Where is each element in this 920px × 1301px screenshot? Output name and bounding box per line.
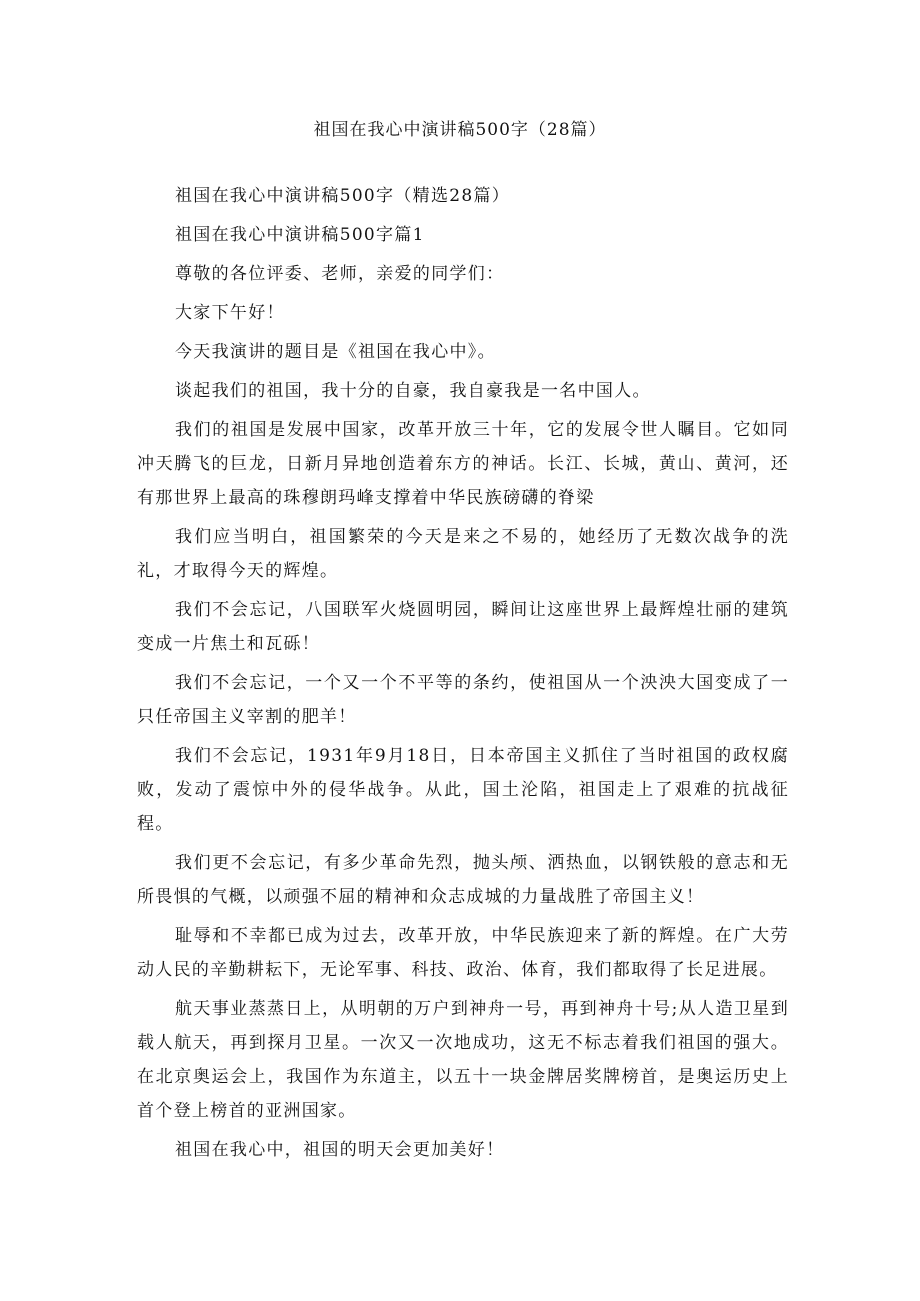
body-paragraph: 我们不会忘记，八国联军火烧圆明园，瞬间让这座世界上最辉煌壮丽的建筑变成一片焦土和瓦砾！	[137, 600, 789, 654]
document-body	[137, 179, 789, 1172]
body-paragraph: 我们的祖国是发展中国家，改革开放三十年，它的发展令世人瞩目。它如同冲天腾飞的巨龙，日新月异地创造着东方的神话。长江、长城，黄山、黄河，还有那世界上最高的珠穆朗玛峰支撑着中华民族磅礴的脊梁	[137, 420, 789, 508]
body-paragraph: 耻辱和不幸都已成为过去，改革开放，中华民族迎来了新的辉煌。在广大劳动人民的辛勤耕耘下，无论军事、科技、政治、体育，我们都取得了长足进展。	[137, 926, 789, 980]
body-paragraph: 我们应当明白，祖国繁荣的今天是来之不易的，她经历了无数次战争的洗礼，才取得今天的辉煌。	[137, 527, 789, 581]
body-paragraph: 我们更不会忘记，有多少革命先烈，抛头颅、洒热血，以钢铁般的意志和无所畏惧的气概，以顽强不屈的精神和众志成城的力量战胜了帝国主义！	[137, 853, 789, 907]
greeting-paragraph: 尊敬的各位评委、老师，亲爱的同学们：	[175, 264, 505, 284]
body-paragraph: 我们不会忘记，一个又一个不平等的条约，使祖国从一个泱泱大国变成了一只任帝国主义宰割的肥羊！	[137, 673, 789, 727]
body-paragraph: 谈起我们的祖国，我十分的自豪，我自豪我是一名中国人。	[175, 381, 651, 401]
greeting-paragraph: 大家下午好！	[175, 303, 285, 323]
subtitle-paragraph: 祖国在我心中演讲稿500字（精选28篇）	[175, 186, 511, 206]
body-paragraph: 我们不会忘记，1931年9月18日，日本帝国主义抓住了当时祖国的政权腐败，发动了震惊中外的侵华战争。从此，国土沦陷，祖国走上了艰难的抗战征程。	[137, 746, 789, 834]
body-paragraph: 今天我演讲的题目是《祖国在我心中》。	[175, 342, 496, 362]
body-paragraph: 航天事业蒸蒸日上，从明朝的万户到神舟一号，再到神舟十号;从人造卫星到载人航天，再到探月卫星。一次又一次地成功，这无不标志着我们祖国的强大。在北京奥运会上，我国作为东道主，以五十一块金牌居奖牌榜首，是奥运历史上首个登上榜首的亚洲国家。	[137, 999, 789, 1121]
closing-paragraph: 祖国在我心中，祖国的明天会更加美好！	[175, 1140, 505, 1160]
document-title: 祖国在我心中演讲稿500字（28篇）	[313, 120, 607, 140]
section-heading: 祖国在我心中演讲稿500字篇1	[175, 225, 425, 245]
